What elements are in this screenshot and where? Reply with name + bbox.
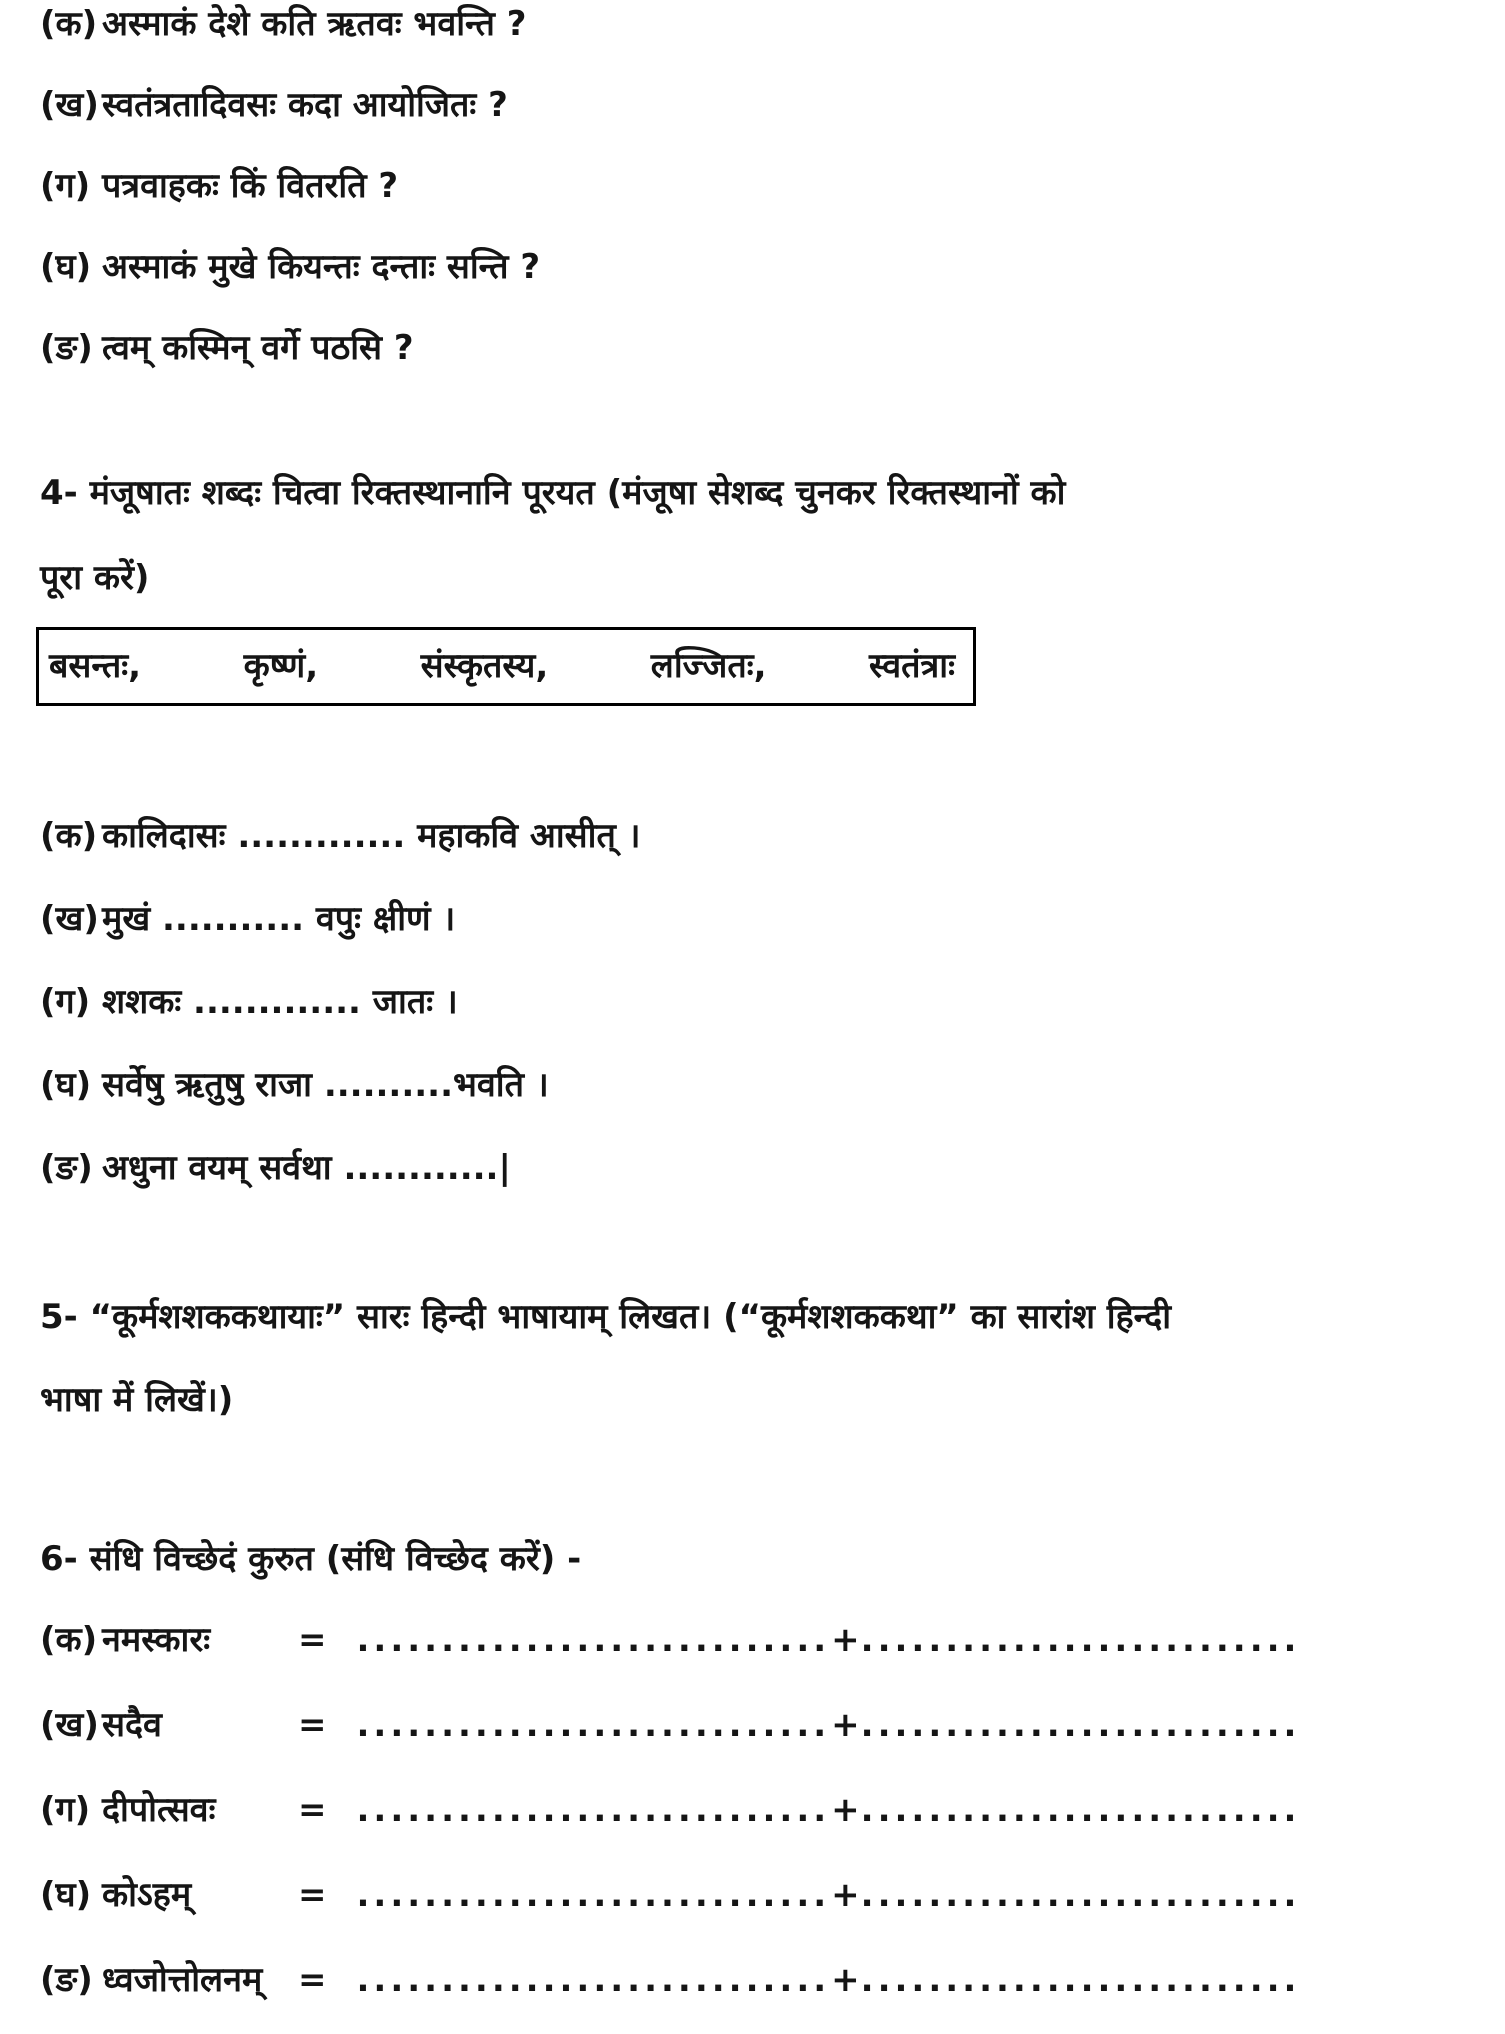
item-text: त्वम् कस्मिन् वर्गे पठसि ? <box>102 328 414 368</box>
item-label: (घ) <box>40 247 92 287</box>
question6-heading: 6- संधि विच्छेदं कुरुत (संधि विच्छेद करें) - <box>40 1539 582 1579</box>
question6-section <box>40 1537 1465 2003</box>
plus-sign: + <box>831 1705 860 1745</box>
item-label: (ख) <box>40 899 99 939</box>
word-box-word: कृष्णं, <box>243 646 319 686</box>
question-item <box>40 326 1465 371</box>
item-text: अस्माकं मुखे कियन्तः दन्ताः सन्ति ? <box>102 247 541 287</box>
item-label: (ग) <box>40 982 91 1022</box>
fill-blank-item <box>40 1063 1465 1108</box>
item-label: (ख) <box>40 85 99 125</box>
blank-dots: ............................ <box>356 1705 831 1745</box>
question4-items <box>40 814 1465 1191</box>
item-label: (ङ) <box>40 1960 93 2000</box>
sandhi-row <box>40 1788 1465 1833</box>
question6-rows <box>40 1618 1465 2003</box>
question4-section <box>40 471 1465 1191</box>
fill-blank-item <box>40 980 1465 1025</box>
question3-section <box>40 2 1465 371</box>
sandhi-word: नमस्कारः <box>102 1620 211 1660</box>
item-label: (ङ) <box>40 1148 93 1188</box>
blank-dots: .......................... <box>860 1960 1301 2000</box>
item-label: (क) <box>40 1620 98 1660</box>
question-item <box>40 164 1465 209</box>
blank-dots: .......................... <box>860 1620 1301 1660</box>
plus-sign: + <box>831 1790 860 1830</box>
question5-heading-continued: भाषा में लिखें।) <box>40 1380 234 1420</box>
item-text: पत्रवाहकः किं वितरति ? <box>102 166 399 206</box>
item-text: अस्माकं देशे कति ऋतवः भवन्ति ? <box>102 4 527 44</box>
question-item <box>40 245 1465 290</box>
item-text: अधुना वयम् सर्वथा ............| <box>102 1148 511 1188</box>
sandhi-row <box>40 1618 1465 1663</box>
equals-sign: = <box>298 1705 327 1745</box>
word-box-word: बसन्तः, <box>49 646 142 686</box>
blank-dots: .......................... <box>860 1875 1301 1915</box>
plus-sign: + <box>831 1620 860 1660</box>
item-text: कालिदासः ............. महाकवि आसीत् । <box>102 816 641 856</box>
sandhi-word: दीपोत्सवः <box>102 1790 216 1830</box>
item-label: (ग) <box>40 166 91 206</box>
sandhi-word: सदैव <box>102 1705 162 1745</box>
item-label: (ङ) <box>40 328 93 368</box>
fill-blank-item <box>40 814 1465 859</box>
item-label: (क) <box>40 4 98 44</box>
equals-sign: = <box>298 1620 327 1660</box>
word-box <box>36 627 976 706</box>
item-label: (ख) <box>40 1705 99 1745</box>
word-box-word: लज्जितः, <box>650 646 767 686</box>
sandhi-row <box>40 1873 1465 1918</box>
item-label: (ग) <box>40 1790 91 1830</box>
blank-dots: ............................ <box>356 1790 831 1830</box>
item-text: स्वतंत्रतादिवसः कदा आयोजितः ? <box>102 85 508 125</box>
item-text: शशकः ............. जातः । <box>102 982 458 1022</box>
blank-dots: ............................ <box>356 1620 831 1660</box>
question5-heading: 5- “कूर्मशशककथायाः” सारः हिन्दी भाषायाम् लिखत। (“कूर्मशशककथा” का सारांश हिन्दी <box>40 1297 1172 1337</box>
item-text: सर्वेषु ऋतुषु राजा ..........भवति । <box>102 1065 549 1105</box>
blank-dots: .......................... <box>860 1790 1301 1830</box>
sandhi-row <box>40 1958 1465 2003</box>
sandhi-word: ध्वजोत्तोलनम् <box>102 1960 263 2000</box>
question-item <box>40 83 1465 128</box>
question4-heading: 4- मंजूषातः शब्दः चित्वा रिक्तस्थानानि पूरयत (मंजूषा सेशब्द चुनकर रिक्तस्थानों को <box>40 473 1066 513</box>
sandhi-row <box>40 1703 1465 1748</box>
plus-sign: + <box>831 1960 860 2000</box>
fill-blank-item <box>40 1146 1465 1191</box>
word-box-word: संस्कृतस्य, <box>420 646 549 686</box>
question5-section <box>40 1295 1465 1423</box>
sandhi-word: कोऽहम् <box>102 1875 192 1915</box>
blank-dots: ............................ <box>356 1960 831 2000</box>
blank-dots: .......................... <box>860 1705 1301 1745</box>
item-label: (क) <box>40 816 98 856</box>
equals-sign: = <box>298 1875 327 1915</box>
equals-sign: = <box>298 1790 327 1830</box>
blank-dots: ............................ <box>356 1875 831 1915</box>
item-text: मुखं ........... वपुः क्षीणं । <box>102 899 456 939</box>
fill-blank-item <box>40 897 1465 942</box>
question-item <box>40 2 1465 47</box>
plus-sign: + <box>831 1875 860 1915</box>
item-label: (घ) <box>40 1875 92 1915</box>
item-label: (घ) <box>40 1065 92 1105</box>
word-box-word: स्वतंत्राः <box>869 646 955 686</box>
question4-heading-continued: पूरा करें) <box>40 558 150 598</box>
equals-sign: = <box>298 1960 327 2000</box>
